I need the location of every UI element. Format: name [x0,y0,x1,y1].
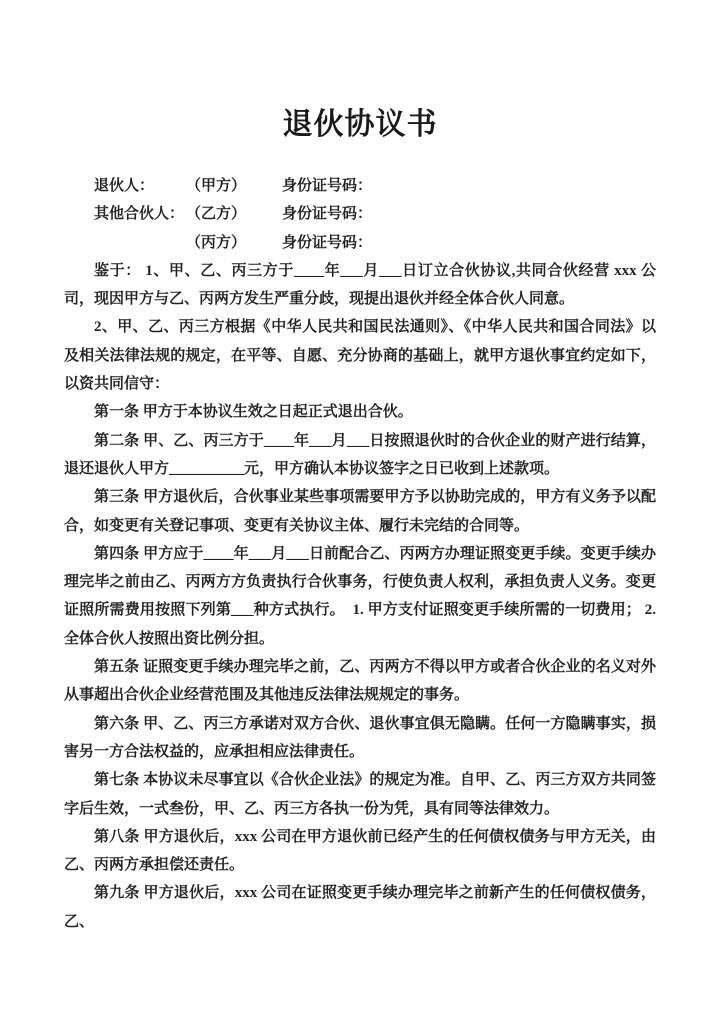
agreement-paragraph: 第七条 本协议未尽事宜以《合伙企业法》的规定为准。自甲、乙、丙三方双方共同签字后生效，一式叁份，甲、乙、丙三方各执一份为凭，具有同等法律效力。 [64,772,656,817]
party-label: 其他合伙人： [94,206,185,223]
agreement-paragraph: 第五条 证照变更手续办理完毕之前，乙、丙两方不得以甲方或者合伙企业的名义对外从事超出合伙企业经营范围及其他违反法律法规规定的事务。 [64,659,656,704]
agreement-paragraph: 第三条 甲方退伙后，合伙事业某些事项需要甲方予以协助完成的，甲方有义务予以配合，如变更有关登记事项、变更有关协议主体、履行未完结的合同等。 [64,489,656,534]
party-label [94,229,186,257]
id-label: 身份证号码： [282,178,373,194]
id-label: 身份证号码： [282,234,373,251]
agreement-paragraph: 第一条 甲方于本协议生效之日起正式退出合伙。 [94,404,413,421]
agreement-paragraph: 鉴于： 1、甲、乙、丙三方于____年___月___日订立合伙协议,共同合伙经营 xxx 公司，现因甲方与乙、丙两方发生严重分歧，现提出退伙并经全体合伙人同意。 [64,262,656,308]
party-name: （乙方） [186,206,247,223]
agreement-paragraph: 第九条 甲方退伙后，xxx 公司在证照变更手续办理完毕之前新产生的任何债权债务，乙、 [64,885,656,930]
party-row [64,172,656,200]
document-content [64,172,656,936]
document-title: 退伙协议书 [282,108,438,141]
agreement-body [64,257,656,936]
agreement-paragraph: 第二条 甲、乙、丙三方于____年___月___日按照退伙时的合伙企业的财产进行结算，退还退伙人甲方__________元，甲方确认本协议签字之日已收到上述款项。 [64,432,656,477]
agreement-paragraph: 第六条 甲、乙、丙三方承诺对双方合伙、退伙事宜俱无隐瞒。任何一方隐瞒事实，损害另一方合法权益的，应承担相应法律责任。 [64,715,656,760]
party-row [64,229,656,257]
id-label: 身份证号码： [282,206,373,223]
agreement-paragraph: 第八条 甲方退伙后，xxx 公司在甲方退伙前已经产生的任何债权债务与甲方无关，由乙、丙两方承担偿还责任。 [64,828,656,874]
party-row [64,200,656,228]
party-name: （丙方） [186,234,247,251]
party-name: （甲方） [186,178,247,194]
agreement-paragraph: 第四条 甲方应于____年___月___日前配合乙、丙两方办理证照变更手续。变更手续办理完毕之前由乙、丙两方方负责执行合伙事务，行使负责人权利，承担负责人义务。变更证照所需费用按照下列第___种方式执行。 1. 甲方支付证照变更手续所需的一切费用； 2. 全体合伙人按照出资比例分担。 [64,545,656,647]
party-label: 退伙人： [94,178,155,194]
agreement-paragraph: 2、甲、乙、丙三方根据《中华人民共和国民法通则》、《中华人民共和国合同法》以及相关法律法规的规定，在平等、自愿、充分协商的基础上，就甲方退伙事宜约定如下，以资共同信守： [64,319,656,393]
parties-block [64,172,656,257]
